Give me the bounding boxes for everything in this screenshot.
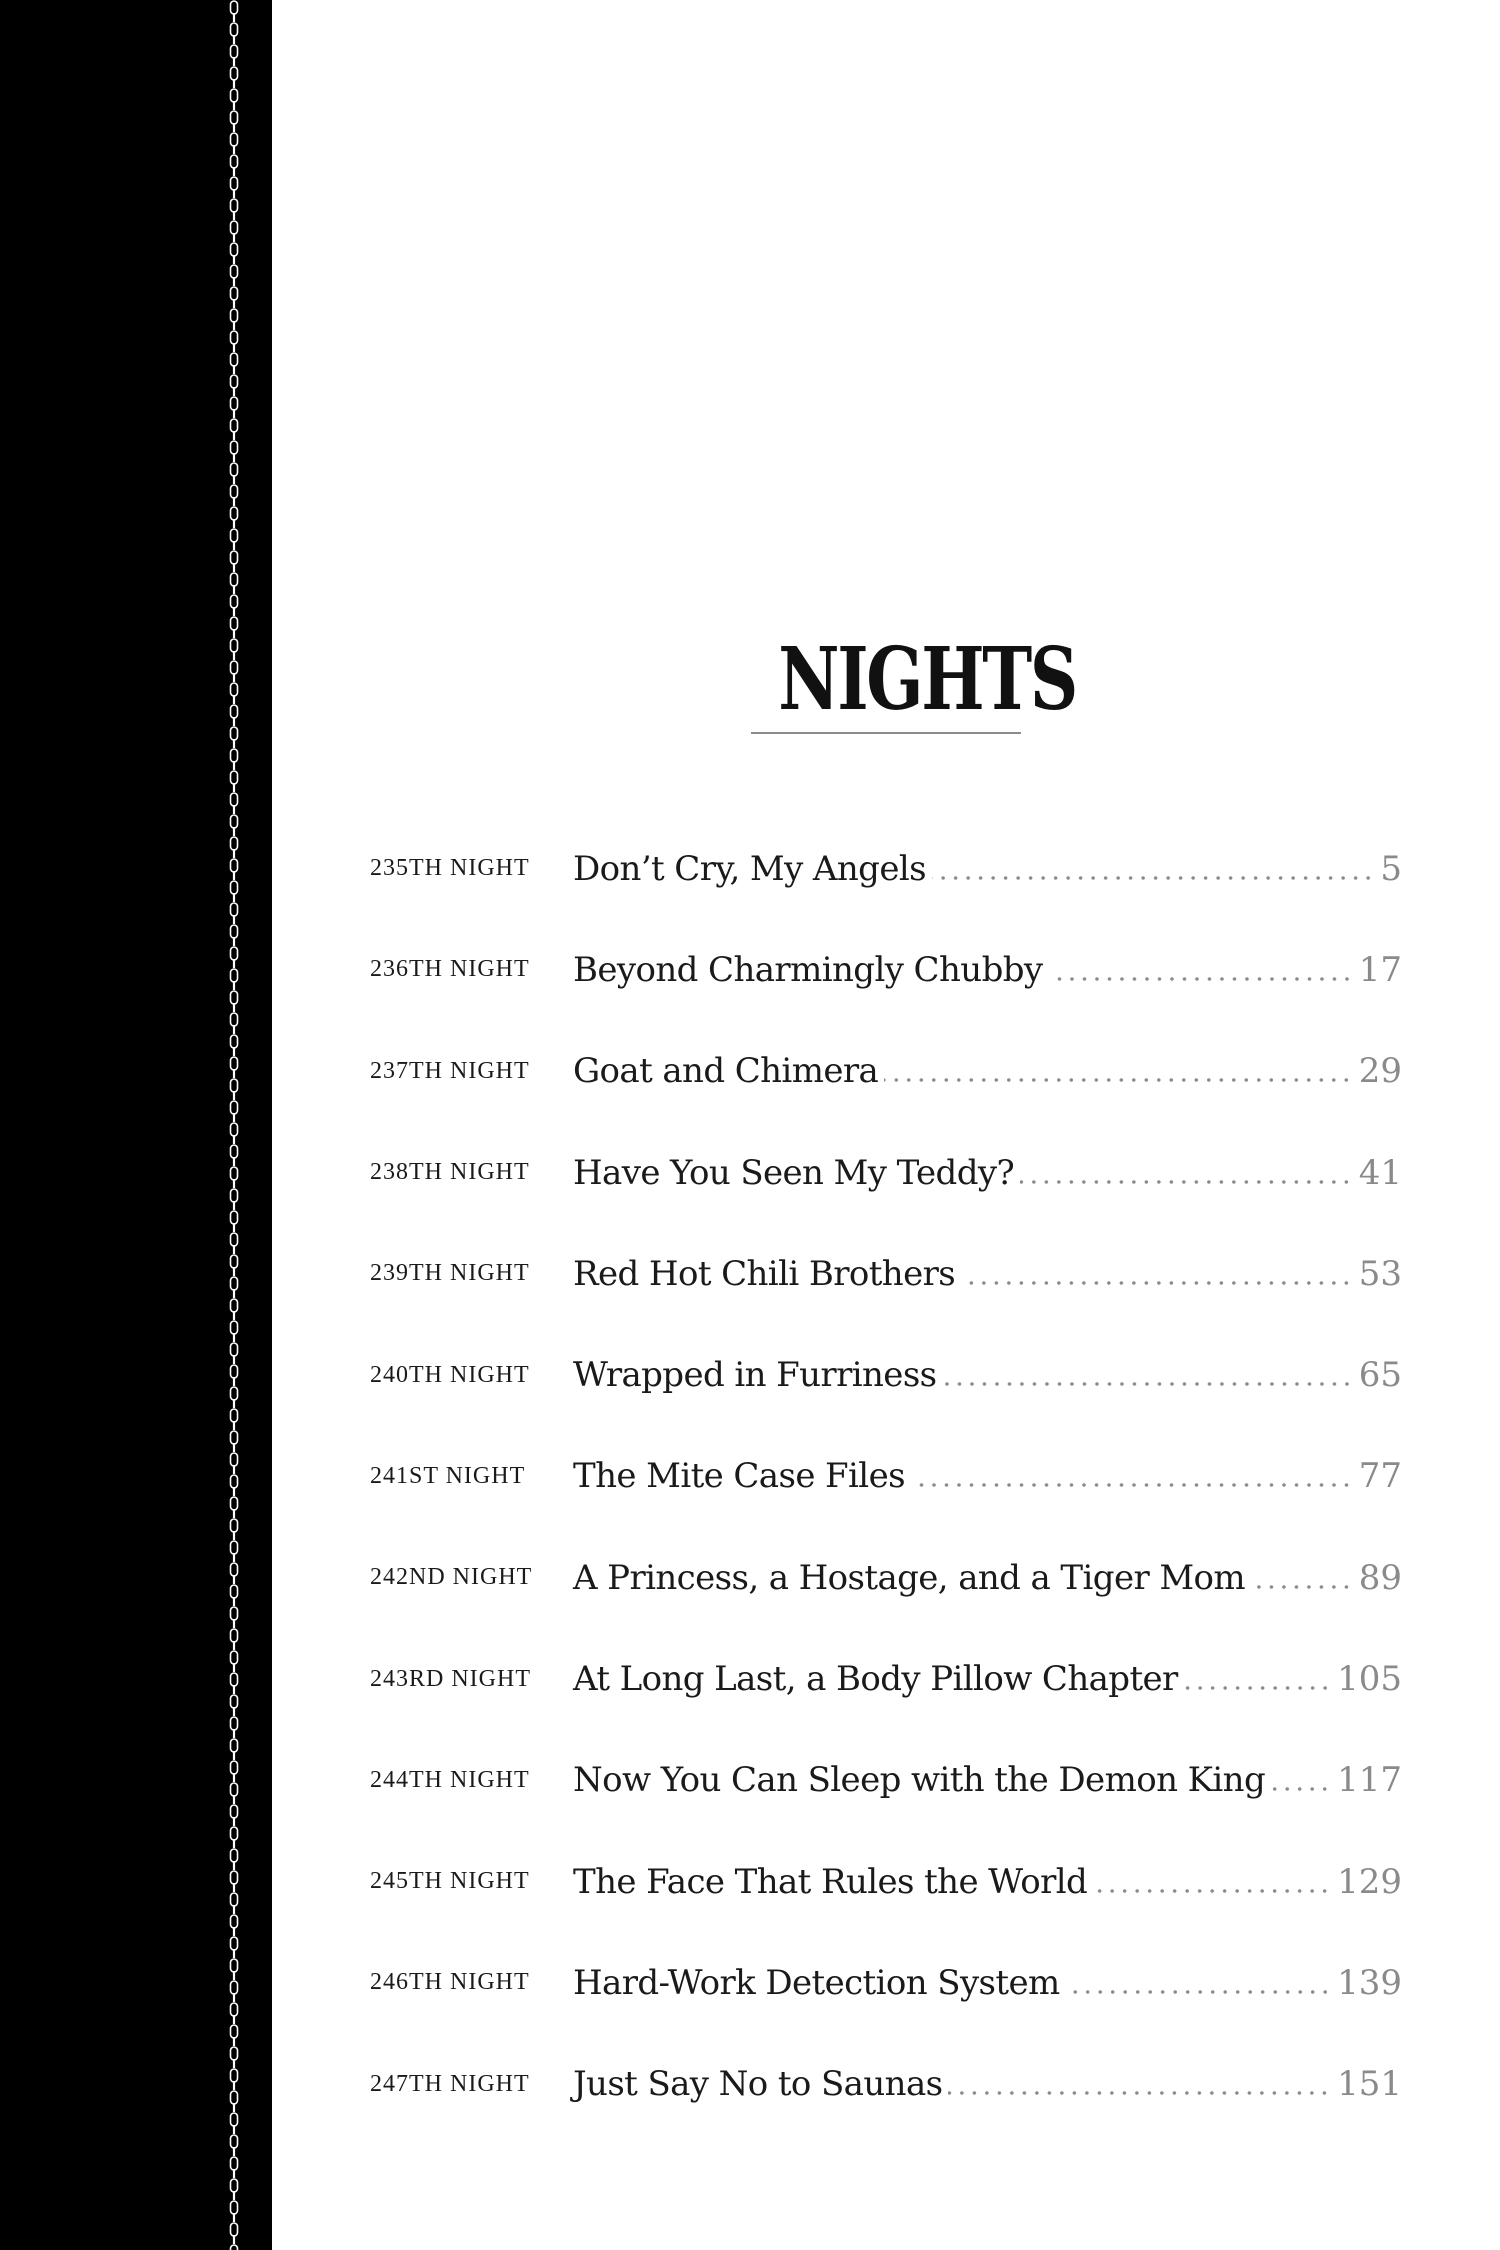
dot-leader [1049,977,1353,981]
table-of-contents [370,818,1402,2135]
page-number: 5 [1380,848,1402,889]
page-number: 17 [1358,949,1402,990]
toc-entry[interactable] [370,919,1402,1020]
page-number: 65 [1358,1355,1402,1396]
night-number: 236TH NIGHT [370,956,530,983]
night-number: 247TH NIGHT [370,2070,530,2097]
toc-entry[interactable] [370,1122,1402,1223]
toc-entry-line [573,1456,1402,1496]
night-number: 241ST NIGHT [370,1462,526,1489]
night-number: 242ND NIGHT [370,1564,533,1591]
page-number: 89 [1358,1557,1402,1598]
toc-entry[interactable] [370,1527,1402,1628]
night-number: 240TH NIGHT [370,1361,530,1388]
dot-leader [943,1382,1353,1386]
toc-entry[interactable] [370,1223,1402,1324]
dot-leader [1184,1686,1331,1690]
chapter-title: Don’t Cry, My Angels [573,848,926,889]
night-number: 243RD NIGHT [370,1665,531,1692]
toc-entry-line [573,1153,1402,1193]
title-underline [751,732,1021,734]
dot-leader [1066,1990,1331,1994]
dot-leader [932,876,1374,880]
toc-entry-line [573,1355,1402,1395]
toc-entry-line [573,1963,1402,2003]
chapter-title: Just Say No to Saunas [573,2064,943,2105]
toc-entry-line [573,1760,1402,1800]
toc-entry[interactable] [370,1932,1402,2033]
chapter-title: Have You Seen My Teddy? [573,1152,1015,1193]
page-number: 129 [1337,1861,1402,1902]
night-number: 244TH NIGHT [370,1766,530,1793]
toc-entry-line [573,1254,1402,1294]
toc-entry-line [573,1659,1402,1699]
page-title: NIGHTS [778,629,1076,730]
page-number: 151 [1337,2064,1402,2105]
title-block [748,629,1076,734]
page-number: 53 [1358,1253,1402,1294]
toc-entry[interactable] [370,1324,1402,1425]
dot-leader [1093,1889,1331,1893]
black-spine-band [0,0,272,2250]
dot-leader [884,1078,1353,1082]
dot-leader [1020,1180,1353,1184]
toc-entry[interactable] [370,1628,1402,1729]
toc-entry[interactable] [370,818,1402,919]
chapter-title: Beyond Charmingly Chubby [573,949,1043,990]
toc-entry[interactable] [370,1730,1402,1831]
page-number: 41 [1358,1152,1402,1193]
chapter-title: The Face That Rules the World [573,1861,1088,1902]
toc-entry-line [573,950,1402,990]
page-number: 105 [1337,1659,1402,1700]
page-number: 117 [1337,1760,1402,1801]
chapter-title: At Long Last, a Body Pillow Chapter [573,1659,1178,1700]
chapter-title: Hard-Work Detection System [573,1962,1060,2003]
chain-icon [228,0,240,2250]
chapter-title: Now You Can Sleep with the Demon King [573,1760,1266,1801]
night-number: 235TH NIGHT [370,855,530,882]
night-number: 238TH NIGHT [370,1159,530,1186]
chapter-title: Wrapped in Furriness [573,1355,937,1396]
toc-entry[interactable] [370,1021,1402,1122]
toc-entry-line [573,849,1402,889]
night-number: 239TH NIGHT [370,1260,530,1287]
chapter-title: A Princess, a Hostage, and a Tiger Mom [573,1557,1246,1598]
toc-entry-line [573,1862,1402,1902]
toc-entry-line [573,2064,1402,2104]
night-number: 237TH NIGHT [370,1057,530,1084]
page-number: 29 [1358,1051,1402,1092]
dot-leader [911,1483,1353,1487]
toc-entry-line [573,1051,1402,1091]
night-number: 245TH NIGHT [370,1868,530,1895]
chapter-title: Red Hot Chili Brothers [573,1253,956,1294]
chapter-title: Goat and Chimera [573,1051,879,1092]
toc-entry-line [573,1558,1402,1598]
night-number: 246TH NIGHT [370,1969,530,1996]
toc-entry[interactable] [370,1831,1402,1932]
toc-entry[interactable] [370,1426,1402,1527]
dot-leader [1251,1585,1353,1589]
dot-leader [1271,1787,1331,1791]
page-number: 77 [1358,1456,1402,1497]
chapter-title: The Mite Case Files [573,1456,905,1497]
page-number: 139 [1337,1962,1402,2003]
dot-leader [961,1281,1353,1285]
dot-leader [948,2091,1331,2095]
toc-entry[interactable] [370,2034,1402,2135]
